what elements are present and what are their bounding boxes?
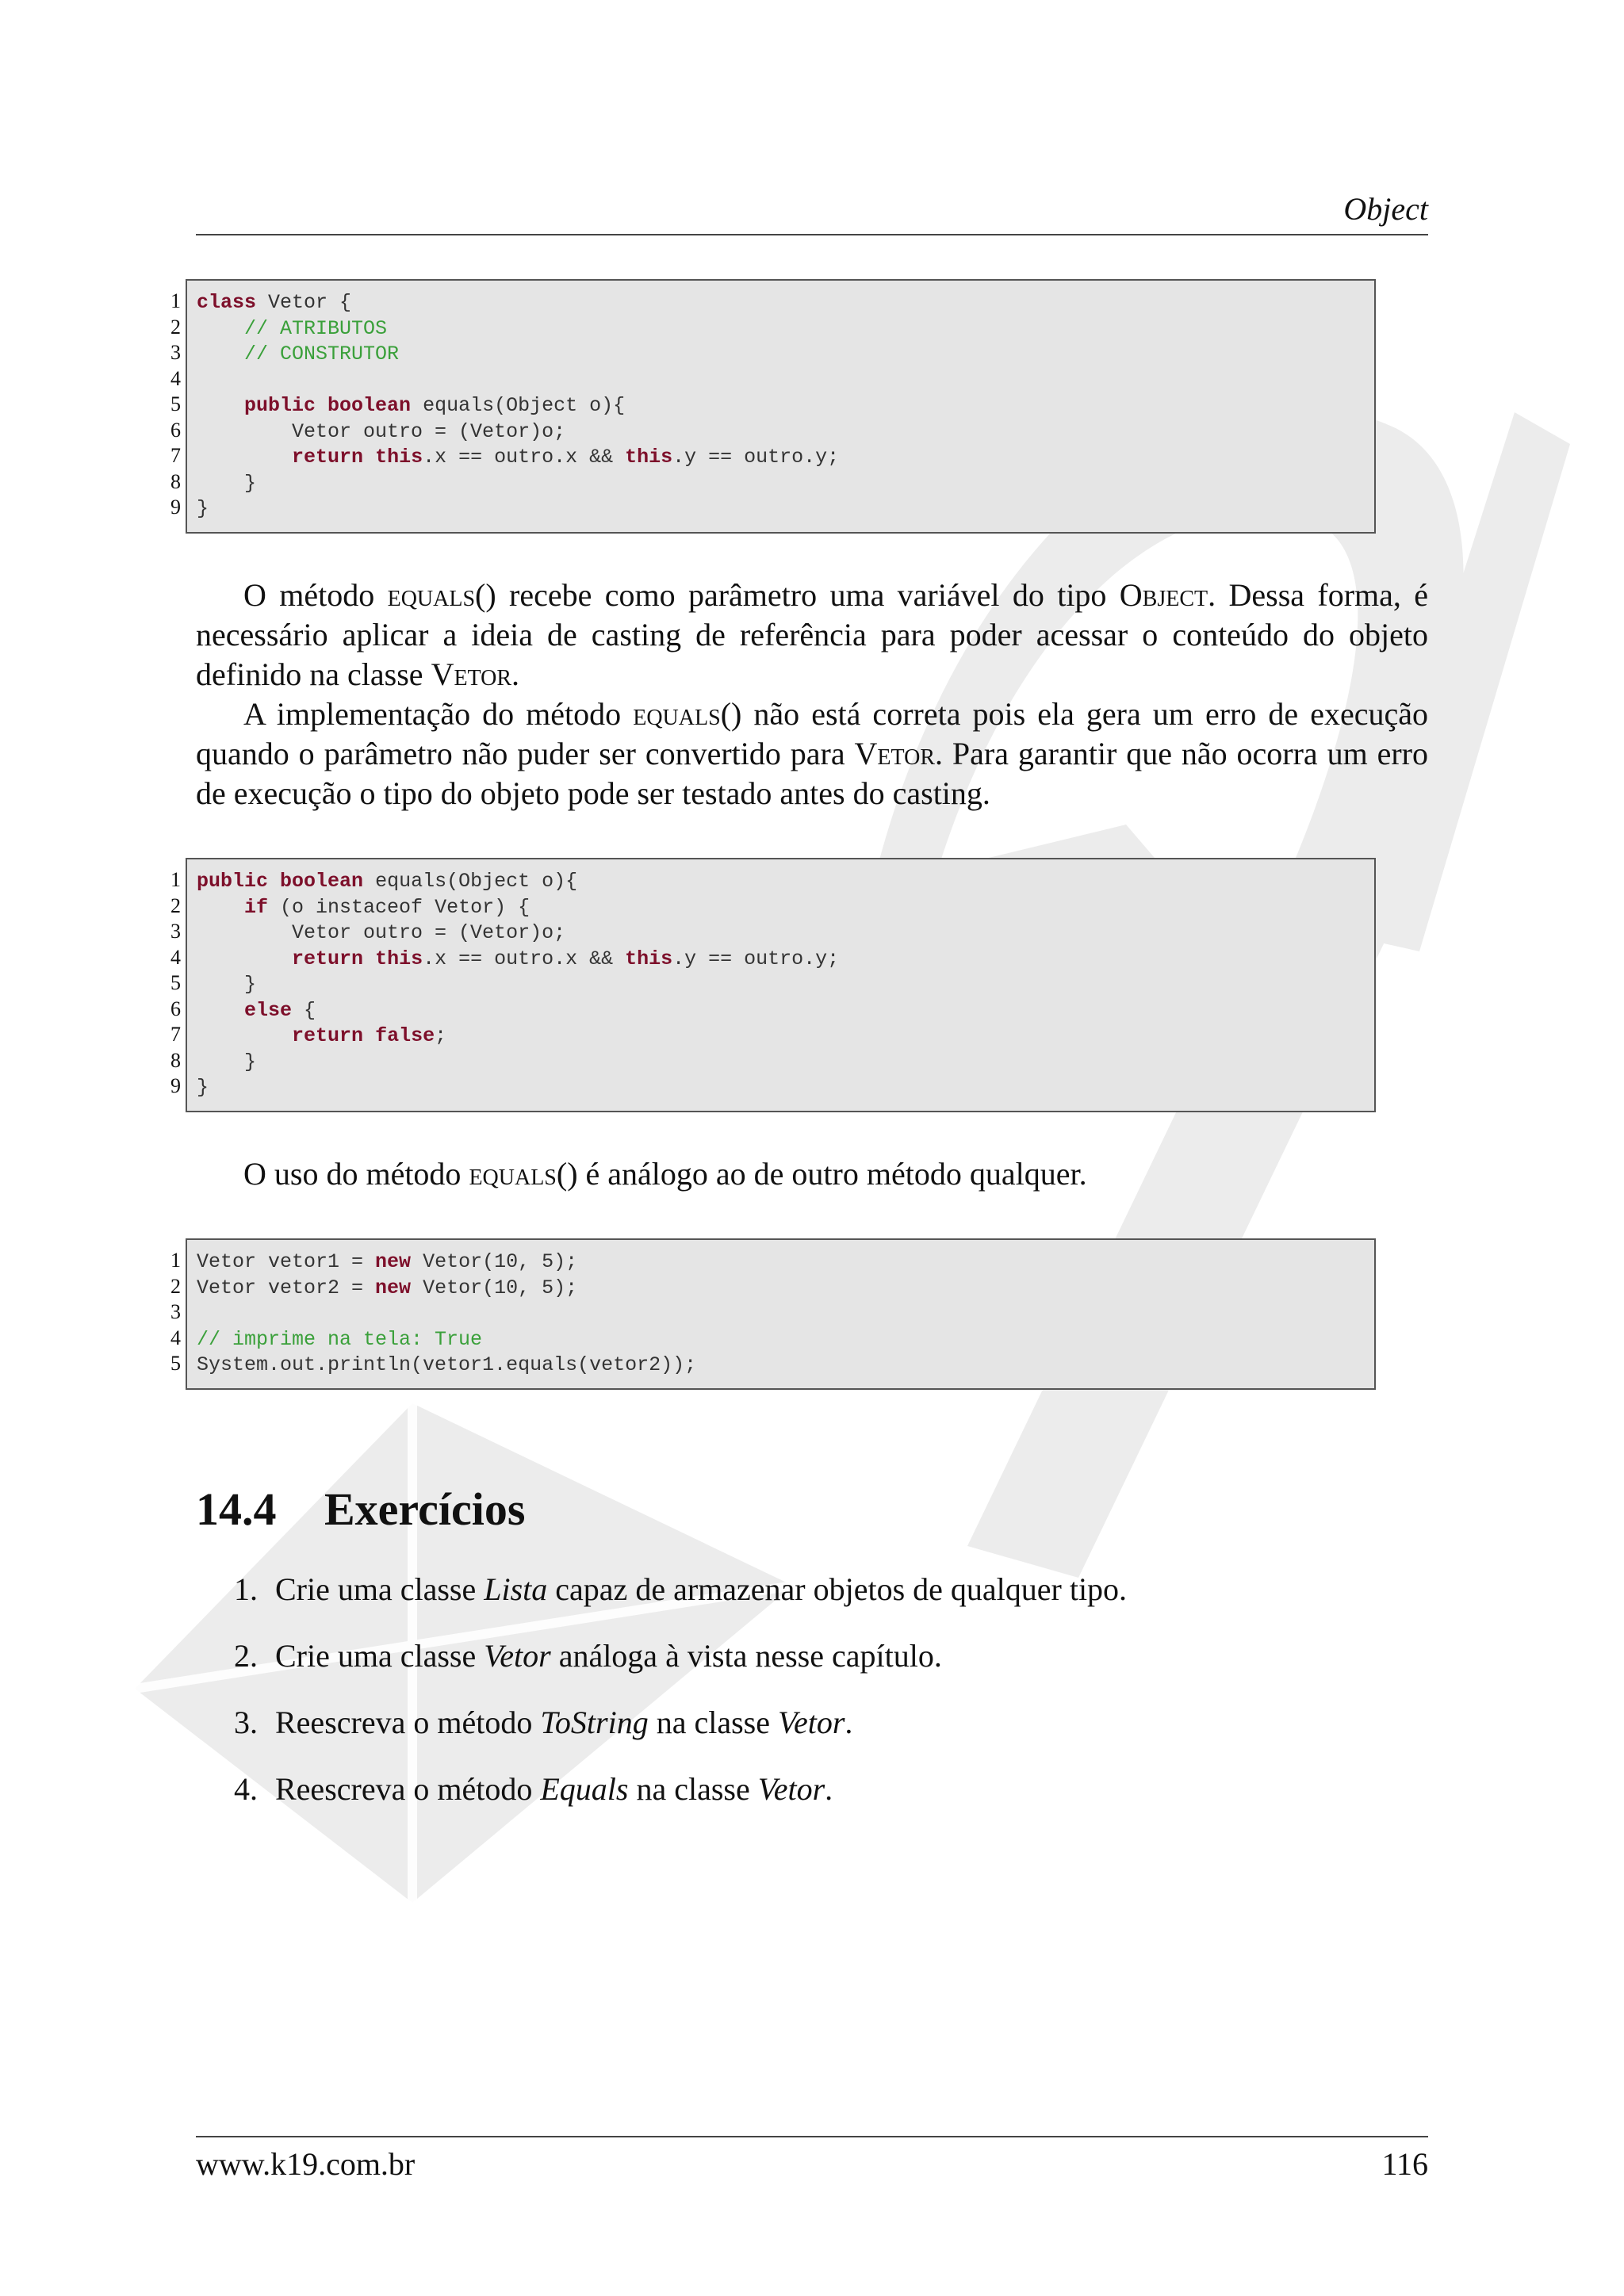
code-line — [197, 1050, 1365, 1076]
code-keyword: public — [197, 870, 269, 893]
code-line — [197, 869, 1365, 895]
code-keyword: new — [375, 1250, 412, 1273]
code-keyword: boolean — [327, 394, 412, 417]
code-text — [197, 394, 244, 417]
code-line — [197, 1024, 1365, 1050]
code-text — [197, 446, 292, 469]
code-keyword: this — [625, 947, 673, 970]
code-text — [197, 947, 292, 970]
code-line — [197, 1075, 1365, 1101]
paragraph-equals-runtime-error: A implementação do método equals() não está correta pois ela gera um erro de execução quando o parâmetro não puder ser convertido para Vetor. Para garantir que não ocorra um erro de execução o tipo do objeto pode ser testado antes do casting. — [196, 696, 1429, 811]
code-text: } — [197, 1050, 257, 1073]
code-line — [197, 342, 1365, 368]
exercise-item: 1. Crie uma classe Lista capaz de armazenar objetos de qualquer tipo. — [234, 1571, 1128, 1607]
line-numbers: 1 2 3 4 5 — [170, 1249, 181, 1375]
code-text: .y == outro.y; — [672, 446, 840, 469]
code-keyword: new — [375, 1276, 412, 1299]
code-text: Vetor(10, 5); — [411, 1276, 578, 1299]
code-text: Vetor vetor2 = — [197, 1276, 376, 1299]
code-keyword: return — [292, 446, 364, 469]
code-text: ; — [435, 1024, 447, 1047]
code-text: } — [197, 471, 257, 495]
code-text — [363, 446, 375, 469]
code-text: .y == outro.y; — [672, 947, 840, 970]
code-text: equals(Object o){ — [363, 870, 578, 893]
code-line — [197, 419, 1365, 446]
exercise-item: 3. Reescreva o método ToString na classe Vetor. — [234, 1705, 853, 1740]
code-line — [197, 972, 1365, 998]
code-line — [197, 998, 1365, 1024]
code-line — [197, 1249, 1365, 1276]
code-box — [186, 858, 1376, 1112]
code-text — [363, 1024, 375, 1047]
code-text: System.out.println(vetor1.equals(vetor2)); — [197, 1353, 697, 1376]
code-keyword: false — [375, 1024, 435, 1047]
code-text: Vetor outro = (Vetor)o; — [197, 419, 566, 443]
section-title-text: Exercícios — [324, 1483, 526, 1535]
code-comment: // ATRIBUTOS — [244, 316, 388, 340]
code-keyword: this — [625, 446, 673, 469]
code-line — [197, 895, 1365, 921]
code-text: equals(Object o){ — [411, 394, 626, 417]
code-keyword: return — [292, 947, 364, 970]
exercise-item: 4. Reescreva o método Equals na classe Vetor. — [234, 1771, 833, 1807]
code-text — [197, 999, 244, 1022]
code-text — [197, 317, 244, 340]
code-box — [186, 1238, 1376, 1390]
header-rule — [196, 234, 1428, 235]
code-text: Vetor outro = (Vetor)o; — [197, 921, 566, 944]
code-text — [197, 1024, 292, 1047]
code-text — [197, 896, 244, 919]
code-text — [197, 342, 244, 365]
code-text: } — [197, 1076, 209, 1099]
code-line — [197, 1353, 1365, 1379]
paragraph-equals-parameter: O método equals() recebe como parâmetro uma variável do tipo Object. Dessa forma, é necessário aplicar a ideia de casting de referência para poder acessar o conteúdo do objeto definido na classe Vetor. — [196, 577, 1429, 692]
code-line — [197, 496, 1365, 522]
code-line — [197, 1327, 1365, 1353]
code-text: Vetor vetor1 = — [197, 1250, 376, 1273]
code-line — [197, 368, 1365, 394]
code-keyword: this — [375, 947, 423, 970]
code-text: .x == outro.x && — [423, 446, 626, 469]
code-comment: // imprime na tela: True — [197, 1327, 483, 1351]
footer-rule — [196, 2136, 1428, 2137]
footer-website-link[interactable]: www.k19.com.br — [196, 2146, 416, 2182]
code-keyword: public — [244, 394, 316, 417]
running-header: Object — [1343, 191, 1428, 227]
code-keyword: else — [244, 998, 293, 1022]
code-line — [197, 393, 1365, 419]
code-line — [197, 1276, 1365, 1302]
code-line — [197, 445, 1365, 471]
code-keyword: this — [375, 446, 423, 469]
code-line — [197, 920, 1365, 947]
code-text: { — [292, 998, 316, 1022]
code-text: } — [197, 973, 257, 996]
code-comment: // CONSTRUTOR — [244, 342, 400, 365]
exercise-item: 2. Crie uma classe Vetor análoga à vista nesse capítulo. — [234, 1638, 942, 1674]
code-text — [363, 947, 375, 970]
code-line — [197, 290, 1365, 316]
code-text — [316, 394, 327, 417]
code-text: Vetor { — [256, 291, 352, 314]
code-text: (o instaceof Vetor) { — [268, 895, 530, 919]
code-line — [197, 316, 1365, 342]
code-line — [197, 471, 1365, 497]
line-numbers: 1 2 3 4 5 6 7 8 9 — [170, 289, 181, 519]
section-number: 14.4 — [196, 1483, 277, 1535]
code-keyword: if — [244, 895, 269, 919]
code-text — [268, 870, 280, 893]
code-keyword: boolean — [280, 870, 364, 893]
code-box — [186, 279, 1376, 534]
paragraph-equals-usage: O uso do método equals() é análogo ao de outro método qualquer. — [243, 1156, 1087, 1192]
code-keyword: return — [292, 1024, 364, 1047]
page-number: 116 — [1381, 2146, 1428, 2182]
code-text: .x == outro.x && — [423, 947, 626, 970]
code-line — [197, 947, 1365, 973]
code-text: Vetor(10, 5); — [411, 1250, 578, 1273]
code-text: } — [197, 497, 209, 520]
code-keyword: class — [197, 291, 257, 314]
line-numbers: 1 2 3 4 5 6 7 8 9 — [170, 868, 181, 1097]
code-line — [197, 1301, 1365, 1327]
section-heading — [196, 1483, 525, 1536]
